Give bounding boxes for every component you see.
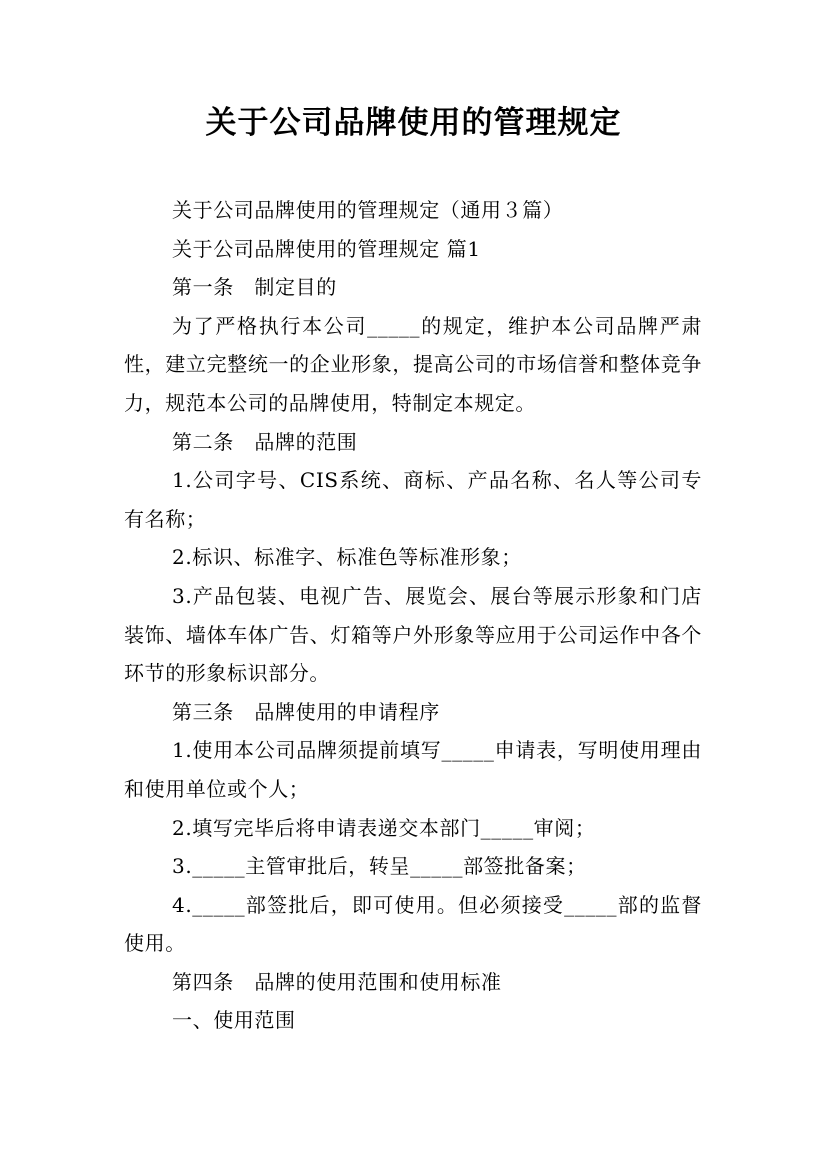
list-item: 2.标识、标准字、标准色等标准形象；: [172, 545, 522, 570]
article-heading: 第一条 制定目的: [172, 275, 337, 300]
document-title: 关于公司品牌使用的管理规定: [205, 105, 622, 141]
list-item: 2.填写完毕后将申请表递交本部门_____审阅；: [172, 815, 596, 840]
list-item: 4._____部签批后，即可使用。但必须接受_____部的监督使用。: [124, 892, 702, 956]
section-heading: 关于公司品牌使用的管理规定 篇1: [172, 236, 481, 261]
body-paragraph: 为了严格执行本公司_____的规定，维护本公司品牌严肃性，建立完整统一的企业形象，提高公司的市场信誉和整体竞争力，规范本公司的品牌使用，特制定本规定。: [124, 313, 702, 415]
article-heading: 第二条 品牌的范围: [172, 429, 358, 454]
article-heading: 第四条 品牌的使用范围和使用标准: [172, 969, 502, 994]
sub-heading: 一、使用范围: [172, 1008, 296, 1033]
list-item: 3._____主管审批后，转呈_____部签批备案；: [172, 854, 587, 879]
subtitle-paragraph: 关于公司品牌使用的管理规定（通用３篇）: [172, 198, 564, 222]
article-heading: 第三条 品牌使用的申请程序: [172, 699, 440, 724]
document-body: [124, 191, 702, 1040]
list-item: 3.产品包装、电视广告、展览会、展台等展示形象和门店装饰、墙体车体广告、灯箱等户外形象等应用于公司运作中各个环节的形象标识部分。: [124, 583, 702, 686]
list-item: 1.使用本公司品牌须提前填写_____申请表，写明使用理由和使用单位或个人；: [124, 738, 702, 801]
list-item: 1.公司字号、CIS系统、商标、产品名称、名人等公司专有名称；: [124, 468, 702, 531]
